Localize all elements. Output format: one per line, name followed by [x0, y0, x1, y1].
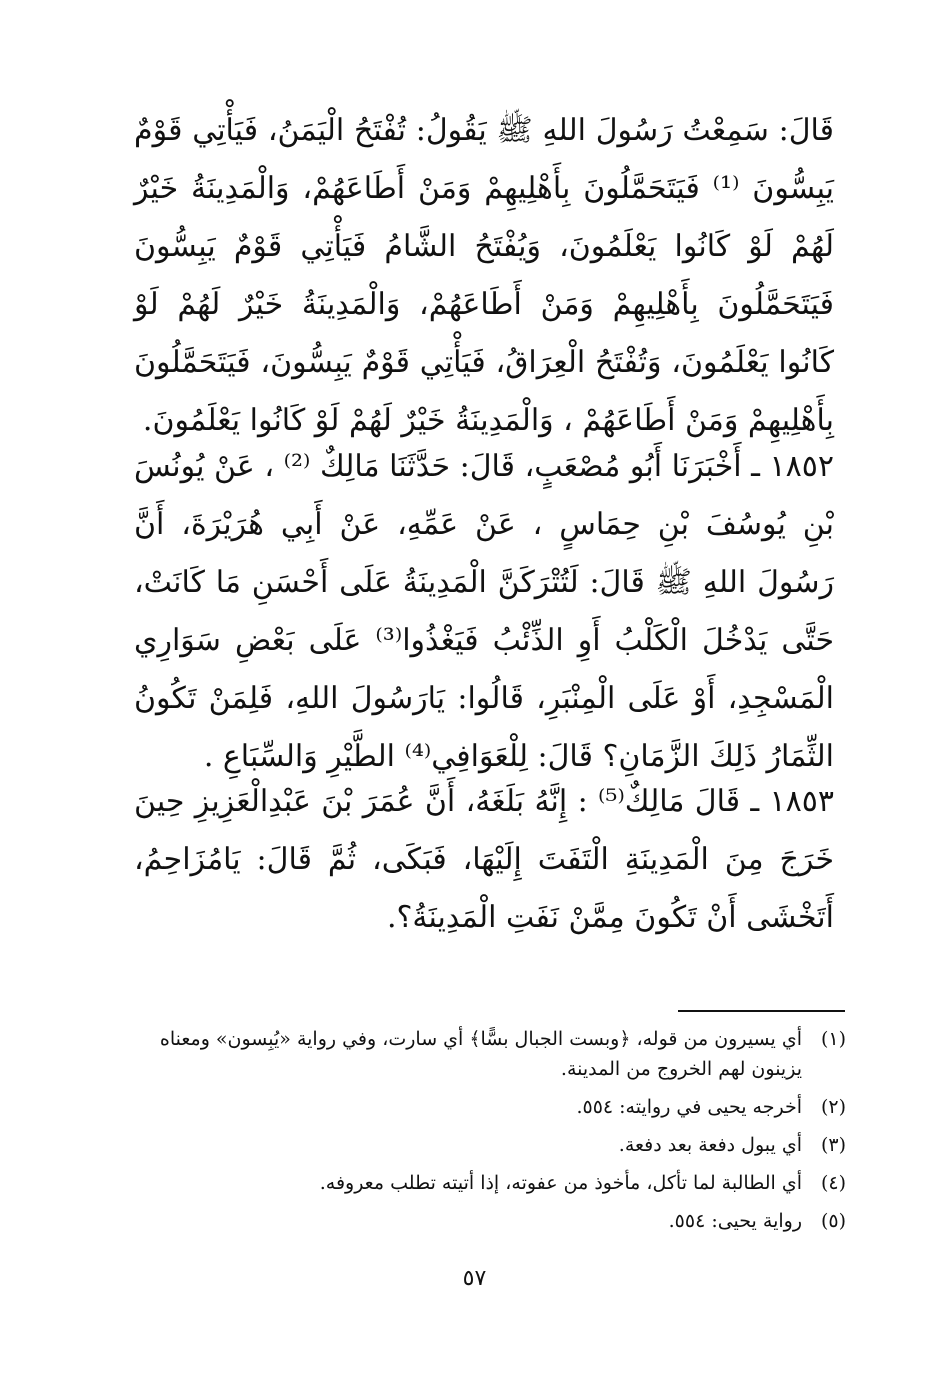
paragraph-hadith-1853: ١٨٥٣ ـ قَالَ مَالِكٌ⁽⁵⁾ : إِنَّهُ بَلَغَهُ، أَنَّ عُمَرَ بْنَ عَبْدِالْعَزِيزِ حِينَ خَرَجَ مِنَ الْمَدِينَةِ الْتَفَتَ إِلَيْهَا، فَبَكَى، ثُمَّ قَالَ: يَامُزَاحِمُ، أَتَخْشَى أَنْ تَكُونَ مِمَّنْ نَفَتِ الْمَدِينَةُ؟.: [134, 784, 834, 935]
footnote-3: [134, 1130, 846, 1160]
footnote-number: (٣): [820, 1134, 846, 1156]
footnote-text: أي الطالبة لما تأكل، مأخوذ من عفوته، إذا أتيته تطلب معروفه.: [319, 1172, 802, 1194]
footnote-number: (١): [820, 1028, 846, 1050]
footnote-text: أي يبول دفعة بعد دفعة.: [618, 1134, 802, 1156]
footnotes: [134, 1024, 846, 1244]
paragraph-hadith-1852: ١٨٥٢ ـ أَخْبَرَنَا أَبُو مُصْعَبٍ، قَالَ: حَدَّثَنَا مَالِكٌ ⁽²⁾ ، عَنْ يُونُسَ بْنِ يُوسُفَ بْنِ حِمَاسٍ ، عَنْ عَمِّهِ، عَنْ أَبِي هُرَيْرَةَ، أَنَّ رَسُولَ اللهِ ﷺ قَالَ: لَتُتْرَكَنَّ الْمَدِينَةُ عَلَى أَحْسَنِ مَا كَانَتْ، حَتَّى يَدْخُلَ الْكَلْبُ أَوِ الذِّئْبُ فَيَغْذُوا⁽³⁾ عَلَى بَعْضِ سَوَارِي الْمَسْجِدِ، أَوْ عَلَى الْمِنْبَرِ، قَالُوا: يَارَسُولَ اللهِ، فَلِمَنْ تَكُونُ الثِّمَارُ ذَلِكَ الزَّمَانِ؟ قَالَ: لِلْعَوَافِي⁽⁴⁾ الطَّيْرِ وَالسِّبَاعِ .: [134, 449, 835, 774]
paragraph-1: قَالَ: سَمِعْتُ رَسُولَ اللهِ ﷺ يَقُولُ: تُفْتَحُ الْيَمَنُ، فَيَأْتِي قَوْمٌ يَبِسُّونَ ⁽¹⁾ فَيَتَحَمَّلُونَ بِأَهْلِيهِمْ وَمَنْ أَطَاعَهُمْ، وَالْمَدِينَةُ خَيْرٌ لَهُمْ لَوْ كَانُوا يَعْلَمُونَ، وَيُفْتَحُ الشَّامُ فَيَأْتِي قَوْمٌ يَبِسُّونَ فَيَتَحَمَّلُونَ بِأَهْلِيهِمْ وَمَنْ أَطَاعَهُمْ، وَالْمَدِينَةُ خَيْرٌ لَهُمْ لَوْ كَانُوا يَعْلَمُونَ، وَتُفْتَحُ الْعِرَاقُ، فَيَأْتِي قَوْمٌ يَبِسُّونَ، فَيَتَحَمَّلُونَ بِأَهْلِيهِمْ وَمَنْ أَطَاعَهُمْ ، وَالْمَدِينَةُ خَيْرٌ لَهُمْ لَوْ كَانُوا يَعْلَمُونَ.: [134, 113, 834, 438]
footnote-text: أخرجه يحيى في روايته: ٥٥٤.: [576, 1096, 802, 1118]
footnote-text: رواية يحيى: ٥٥٤.: [668, 1210, 802, 1232]
footnote-text: أي يسيرون من قوله، ﴿وبست الجبال بسًّا﴾ أي سارت، وفي رواية «يُبِسون» ومعناه يزينون لهم الخروج من المدينة.: [159, 1028, 802, 1080]
page-number: ٥٧: [462, 1266, 487, 1291]
footnote-number: (٥): [820, 1210, 846, 1232]
footnote-number: (٢): [820, 1096, 846, 1118]
footnote-separator: [678, 1010, 845, 1012]
footnote-number: (٤): [820, 1172, 846, 1194]
footnote-2: [134, 1092, 846, 1122]
footnote-4: [134, 1168, 846, 1198]
footnote-5: [134, 1206, 846, 1236]
footnote-1: [134, 1024, 846, 1084]
